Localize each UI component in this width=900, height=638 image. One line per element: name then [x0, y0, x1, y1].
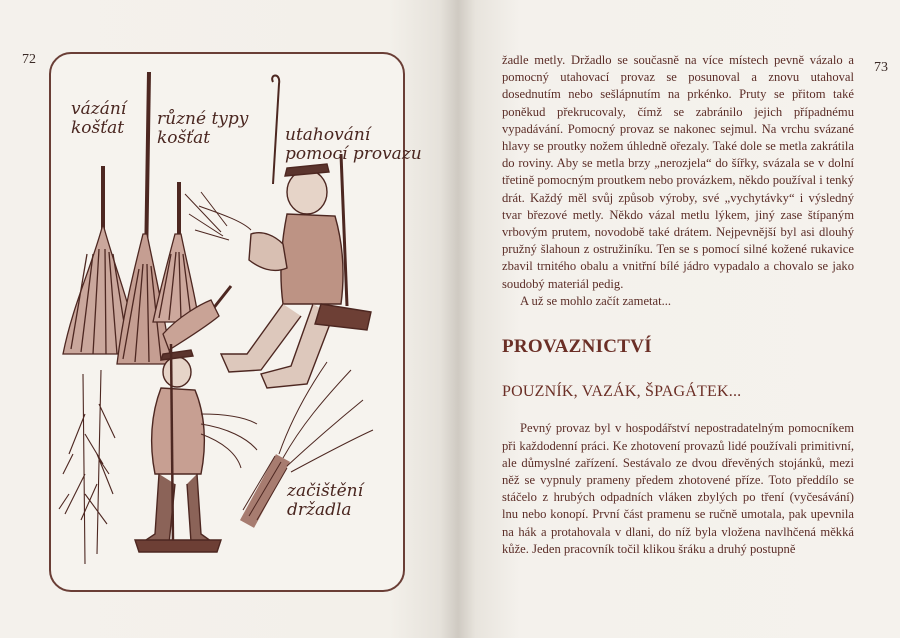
birch-branches-icon — [59, 370, 115, 564]
label-line: držadla — [287, 500, 352, 520]
label-vazani-kostat — [71, 100, 126, 138]
label-line: různé typy — [157, 109, 249, 129]
section-heading: PROVAZNICTVÍ — [502, 336, 652, 358]
label-ruzne-typy — [157, 110, 248, 148]
page-number-left: 72 — [22, 52, 36, 67]
page-number-right: 73 — [874, 60, 888, 75]
label-utahovani — [285, 126, 422, 164]
label-zacisteni — [287, 482, 363, 520]
body-paragraph: žadle metly. Držadlo se současně na více místech pevně vázalo a pomocný utahovací provaz se posunoval a znovu utahoval dosednutím nebo sešlápnutím na prkénko. Pruty se přitom také poněkud překrucovaly, čímž se zabránilo jejich případnému vypadávání. Pomocný provaz se nakonec sejmul. Na vrchu svázané hlavy se proutky nožem úhledně ořezaly. Také dole se metla zakrátila do roviny. Aby se metla brzy „nerozjela“ do šířky, svázala se v dolní třetině pomocným proutkem nebo provázkem, někdo používal i tenký drát. Každý měl svůj způsob výroby, své „vychytávky“ i výsledný tvar březové metly. Někdo vázal metlu lýkem, jiný zase štípaným vrbovým prutem, novodobě také drátem. Nejpevnější byl asi dlouhý pružný šlahoun z ostružiníku. Ten se s pomocí silné kožené rukavice zbavil trnitého obalu a vnitřní bílé jádro vypadalo a chovalo se jako soudobý materiál pedig. — [502, 53, 854, 291]
label-line: pomocí provazu — [285, 144, 422, 164]
label-line: začištění — [287, 481, 364, 501]
section-subheading: POUZNÍK, VAZÁK, ŠPAGÁTEK... — [502, 383, 742, 401]
body-paragraph: A už se mohlo začít zametat... — [520, 293, 672, 308]
standing-man-icon — [135, 344, 257, 552]
label-line: košťat — [157, 128, 211, 148]
broom-making-illustration — [49, 52, 422, 592]
label-line: utahování — [285, 125, 371, 145]
label-line: košťat — [71, 118, 125, 138]
label-line: vázání — [71, 99, 127, 119]
text-column — [502, 52, 854, 558]
body-paragraph: Pevný provaz byl v hospodářství nepostradatelným pomocníkem při každodenní práci. Ke zhotovení provazů lidé používali primitivní, ale důmyslné zařízení. Sestávalo ze dvou dřevěných stojánků, mezi něž se vypnuly prameny předem zhotovené příze. Toto předdílo se stáčelo z hrubých odpadních vláken zbylých po tření (vyčesávání) lnu nebo konopí. První část pramenu se ručně umotala, pak upevnila na hák a protahovala v dlani, do níž byla vložena navlhčená měkká kůže. Jeden pracovník točil klikou šráku a druhý postupně — [502, 421, 854, 556]
